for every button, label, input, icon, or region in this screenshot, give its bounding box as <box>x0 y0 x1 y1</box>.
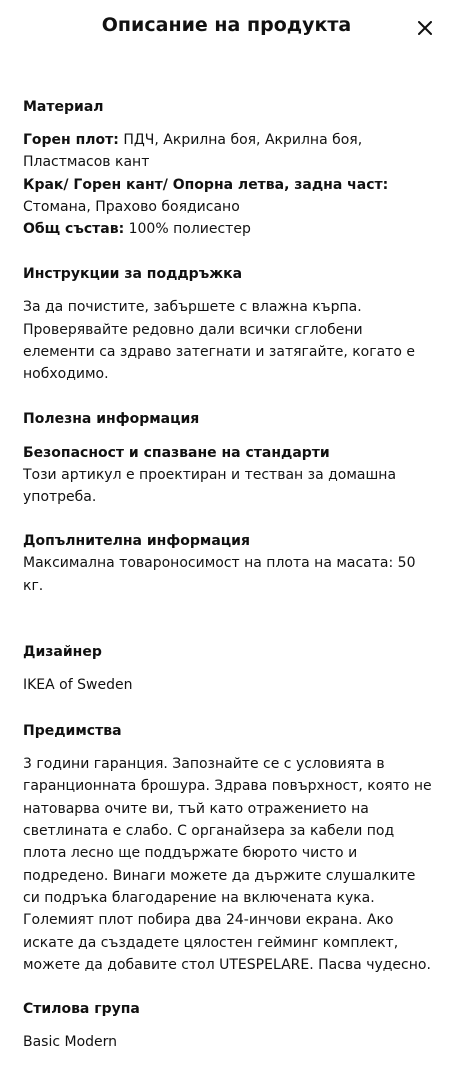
extra-info-title: Допълнителна информация <box>23 533 250 550</box>
style-text: Basic Modern <box>23 1034 118 1051</box>
benefits-title: Предимства <box>23 723 122 740</box>
style-section <box>23 998 433 1053</box>
material-value: 100% полиестер <box>124 221 251 238</box>
page-title: Описание на продукта <box>101 14 352 36</box>
designer-title: Дизайнер <box>23 643 102 660</box>
material-line <box>23 174 433 219</box>
header <box>0 0 453 56</box>
safety-text: Този артикул е проектиран и тестван за домашна употреба. <box>23 466 397 505</box>
designer-text: IKEA of Sweden <box>23 676 133 693</box>
material-value: ПДЧ, Акрилна боя, Акрилна боя, Пластмасов кант <box>23 132 363 171</box>
care-section <box>23 263 433 385</box>
info-title: Полезна информация <box>23 410 200 427</box>
close-icon <box>418 21 432 35</box>
info-section <box>23 408 433 597</box>
material-section <box>23 96 433 240</box>
benefits-text: 3 години гаранция. Запознайте се с условията в гаранционната брошура. Здрава повърхност, която не натоварва очите ви, тъй като отражението на светлината е слабо. С органайзера за кабели под плота лесно ще поддържате бюрото чисто и подредено. Винаги можете да държите слушалките си подръка благодарение на включената кука. Големият плот побира два 24-инчови екрана. Ако искате да създадете цялостен гейминг комплект, можете да добавите стол UTESPELARE. Пасва чудесно. <box>23 756 432 973</box>
close-button[interactable] <box>411 14 439 42</box>
designer-section <box>23 641 433 696</box>
material-line <box>23 129 433 174</box>
material-label: Горен плот: <box>23 132 119 148</box>
care-title: Инструкции за поддръжка <box>23 266 243 283</box>
material-label: Крак/ Горен кант/ Опорна летва, задна част: <box>23 176 389 193</box>
style-title: Стилова група <box>23 1001 140 1018</box>
benefits-section <box>23 720 433 976</box>
safety-title: Безопасност и спазване на стандарти <box>23 444 330 461</box>
material-line <box>23 218 433 240</box>
product-description <box>23 96 433 1053</box>
care-text: За да почистите, забършете с влажна кърпа. Проверявайте редовно дали всички сглобени елементи са здраво затегнати и затягайте, когато е нобходимо. <box>23 299 415 383</box>
material-label: Общ състав: <box>23 221 125 238</box>
extra-info-text: Максимална товароносимост на плота на масата: 50 кг. <box>23 555 416 594</box>
material-title: Материал <box>23 99 104 115</box>
material-value: Стомана, Прахово боядисано <box>23 198 240 215</box>
